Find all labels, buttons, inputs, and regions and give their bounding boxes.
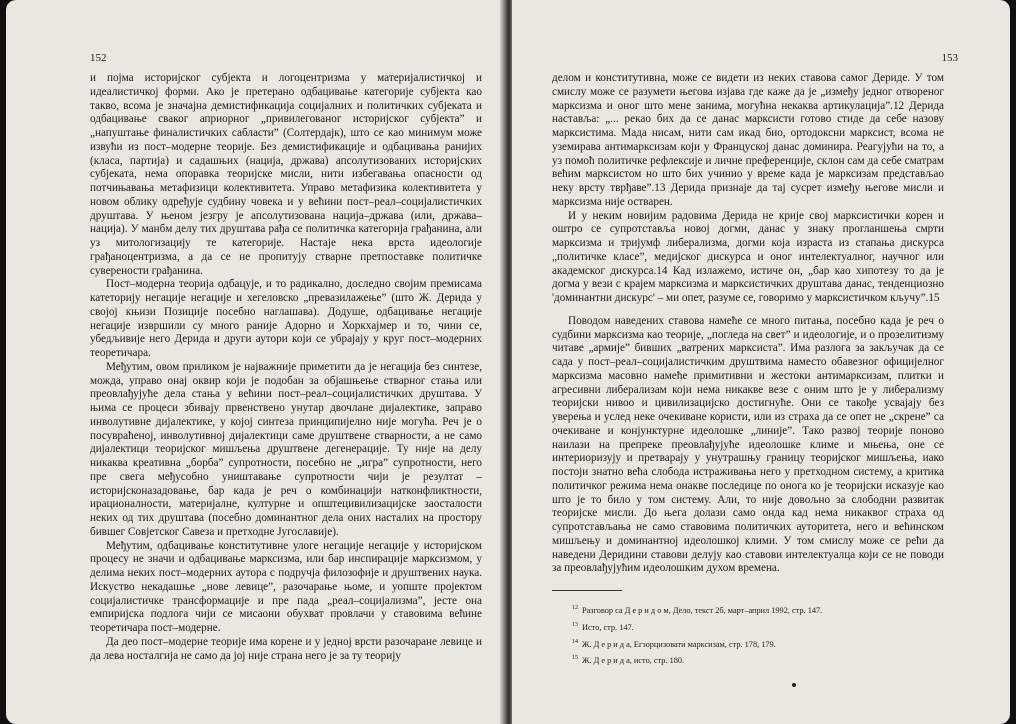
right-page: [512, 0, 1010, 724]
body-text: [552, 72, 944, 668]
body-text: [90, 72, 482, 663]
paragraph: Да део пост–модерне теорије има корене и у једној врсти разочаране левице и да лева носталгија не само да јој није страна него је за ту теорију: [90, 635, 482, 662]
footnote: $^{15}$ Ж. Д е р и д а, исто, стр. 180.: [572, 655, 685, 666]
page-mark: [792, 683, 796, 687]
footnote: $^{12}$ Разговор са Д е р и д о м, Дело, текст 2б, март–април 1992, стр. 147.: [572, 605, 823, 615]
footnote: $^{14}$ Ж. Д е р и д а, Егзорцизовати марксизам, стр. 178, 179.: [572, 638, 776, 649]
footnote-divider: [552, 590, 622, 591]
paragraph: И у неким новијим радовима Дерида не крије свој марксистички корен и оштро се супротставља новој догми, данас у знаку прогланшења смрти марксизма и тријумф либерализма, догми која израста из стапања дискурса „политичке класе”, медијског дискурса и оног интелектуалног, научног или академског дискурса.14 Кад излажемо, истиче он, „бар као хипотезу то да је догма у вези с крајем марксизма и марксистичких друштава данас, тенденциозно 'доминантни дискурс' – ми опет, разуме се, говоримо у марксистичком кључу”.15: [552, 209, 944, 304]
left-page: [6, 0, 506, 724]
paragraph: делом и конститутивна, може се видети из неких ставова самог Дериде. У том смислу може се разумети његова изјава где каже да је „између једног отвореног марксизма и оног што мене занима, могућна некаква артикулација”.12 Дерида наставља: „... рекао бих да се данас марксисти готово стиде да себе назову марксистима. Мада нисам, нити сам икад био, ортодоксни марксист, всома не уземирава антимарксизам који у Француској данас доминира. Реагујући на то, а уз помоћ политичке рефлексије и личне преференције, склон сам да себе сматрам већим марксистом но што бих учинио у време када је марксизам представљао неку врсту тврђаве”.13 Дерида признаје да тај сусрет између његове мисли и марксизма није остварен.: [552, 72, 944, 208]
page-number: 153: [941, 52, 958, 64]
paragraph: Пост–модерна теорија одбацује, и то радикално, доследно својим премисама катеторију негације негације и хегеловско „превазилажење” (што Ж. Дерида у својој књизи Позиције посебно наглашава). Додуше, одбацивање негације негације извршили су много раније Адорно и Хоркхајмер и то, чини се, убедљивије него Дерида и други аутори који се убрајају у круг пост–модерних теоретичара.: [90, 278, 482, 359]
footnote: $^{13}$ Исто, стр. 147.: [572, 621, 634, 632]
paragraph: Међутим, одбацивање конститутивне улоге негације негације у историјском процесу не значи и одбацивање марксизма, или бар инспирације марксизмом, у делима неких пост–модерних аутора с подручја филозофије и друштвених наука. Искуство некадашње „нове левице”, разочарање њоме, и уопште пројектом социјалистичке трансформације и пре пада „реал–социјализма”, јесте она емпиријска подлога чији се мисаони обухват провлачи у ставовима већине теоретичара пост–модерне.: [90, 539, 482, 634]
paragraph: и појма историјског субјекта и логоцентризма у материјалистичкој и идеалистичкој форми. Ако је претерано одбацивање категорије субјекта као такво, всома је значајна демистификација социјалних и политичких субјеката и одбацивање сваког априорног „привилегованог историјског субјекта” и „напуштање финалистичких сабласти” (Солтердајк), што се као минимум може извући из пост–модерне теорије. Без демистификације и одбацивања ранијих (класа, партија) и садашњих (нација, држава) апсолутизованих историјских субјеката, нема опоравка теоријске мисли, нити избегавања опасности од потчињавања метафизици колективитета. Управо метафизика колективитета у новом облику одређује судбину човека и у већини пост–реал–социјалистичких друштава. У њеном језгру је апсолутизована нација–држава (или, држава–нација). У манбм делу тих друштава рађа се политичка категорија грађанина, али уз митологизацију те категорије. Настаје нека врста идеологије грађаноцентризма, а да се не пропитују стварне претпоставке политичке суверености грађанина.: [90, 72, 482, 277]
page-number: 152: [90, 52, 107, 64]
paragraph: Међутим, овом приликом је најважније приметити да је негација без синтезе, можда, управо онај оквир који је подобан за објашњење стварног стања или преовлађујуће дела стања у већини пост–реал–социјалистичких друштава. У њима се процеси збивају првенствено унутар двочлане дијалектике, заправо инволутивне дијалектике, у којој синтеза принципијелно није могућа. Реч је о посувраћеној, инволутивној дијалектици саме друштвене стварности, а не само дијалектици теоријског мишљења друштвене дегенерације. Ту није на делу никаква креативна „борба” супротности, посебно не „игра” супротности, него пре свега међусобно уништавање супротности чији је резултат – историјсконазадовање, бар када је реч о комбинацији натконфликтности, ирационалности, материјалне, културне и општецивилизацијске заосталости неких од тих друштава (посебно доминантног дела оних насталих на простору бившег Совјетског Савеза и претходне Југославије).: [90, 360, 482, 538]
paragraph: Поводом наведених ставова намеће се много питања, посебно када је реч о судбини марксизма као теорије, „погледа на свет” и идеологије, и о прозелитизму читаве „армије” бивших „ватрених марксиста”. Има разлога за закључак да се сада у пост–реал–социјалистичким друштвима наместо обавезног официјелног марксизма масовно намеће примитивни и жестоки антимарксизам, плитки и агресивни либерализам који нема никакве везе с оним што је у либерализму теоријски нивоо и цивилизацијско достигнуће. Они се такође усвајају без уверења и услед неке очекиване користи, или из страха да се опет не „скрене” са очекиване и конјунктурне идеолошке „линије”. Тако развој теорије поново наилази на препреке преовлађујуће идеолошке климе и мњења, оне се интериоризују и претварају у унутрашњу границу теоријског мишљења, иако постоји знатно већа слобода истраживања него у претходном систему, а критика политичког режима нема онакве последице по онога ко је теоријски исказује као што је то било у том систему. Али, то није довољно за слободни развитак теоријске мисли. До њега долази само онда кад нема никаквог страха од супротстављања не само ставовима политичких ауторитета, него и већинском мишљењу и доминантној идеолошкој клими. У том смислу може се рећи да наведени Деридини ставови делују као ставови интелектуалца који се не поводи за преовлађујућим идеолошким духом времена.: [552, 314, 944, 575]
